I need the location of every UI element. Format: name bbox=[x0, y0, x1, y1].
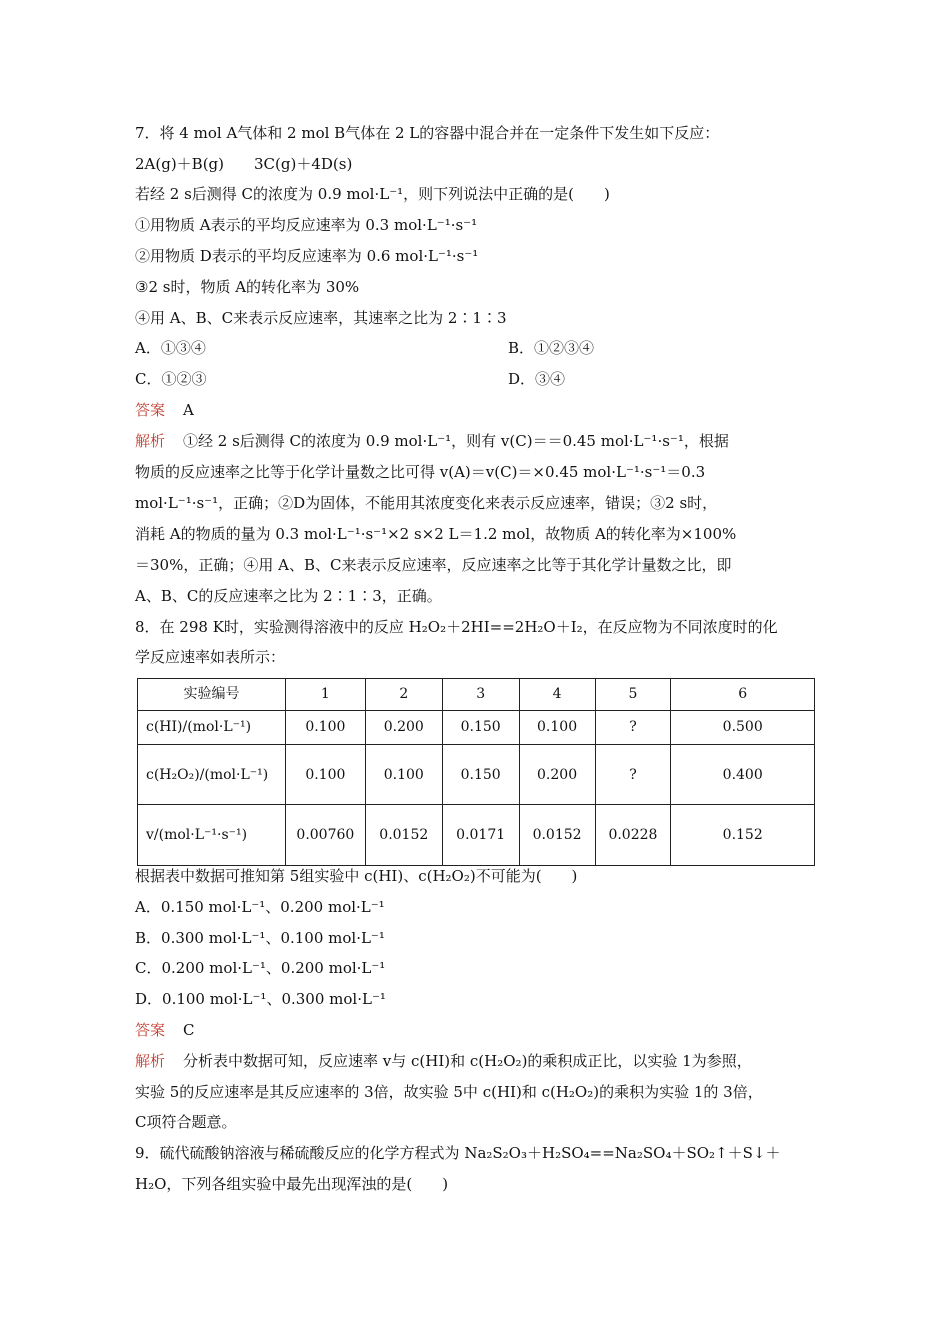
table-cell: 0.500 bbox=[671, 710, 815, 744]
q7-statement-3: ③2 s时，物质 A的转化率为 30% bbox=[135, 278, 360, 296]
q8-option-c: C．0.200 mol·L⁻¹、0.200 mol·L⁻¹ bbox=[135, 959, 386, 977]
analysis-tag: 解析 bbox=[135, 432, 166, 450]
q8-analysis-line-3: C项符合题意。 bbox=[135, 1113, 237, 1131]
q8-option-d: D．0.100 mol·L⁻¹、0.300 mol·L⁻¹ bbox=[135, 990, 386, 1008]
table-cell: 0.400 bbox=[671, 744, 815, 805]
q7-analysis-line-1 bbox=[135, 431, 729, 451]
table-cell: 0.150 bbox=[442, 710, 519, 744]
q8-analysis-line-2: 实验 5的反应速率是其反应速率的 3倍，故实验 5中 c(HI)和 c(H₂O₂)的乘积为实验 1的 3倍， bbox=[135, 1083, 763, 1101]
q8-option-a: A．0.150 mol·L⁻¹、0.200 mol·L⁻¹ bbox=[135, 898, 385, 916]
q7-statement-1: ①用物质 A表示的平均反应速率为 0.3 mol·L⁻¹·s⁻¹ bbox=[135, 216, 478, 234]
q7-equation: 2A(g)＋B(g) 3C(g)＋4D(s) bbox=[135, 155, 353, 173]
row-label-c-hi: c(HI)/(mol·L⁻¹) bbox=[138, 710, 286, 744]
q7-condition: 若经 2 s后测得 C的浓度为 0.9 mol·L⁻¹，则下列说法中正确的是( ) bbox=[135, 185, 610, 203]
q7-analysis-line-5: ＝30%，正确；④用 A、B、C来表示反应速率，反应速率之比等于其化学计量数之比，即 bbox=[135, 556, 732, 574]
table-row bbox=[138, 805, 815, 866]
q8-analysis-text-1: 分析表中数据可知，反应速率 v与 c(HI)和 c(H₂O₂)的乘积成正比，以实验 1为参照， bbox=[183, 1052, 752, 1070]
q8-answer-line bbox=[135, 1020, 195, 1040]
q7-analysis-line-2: 物质的反应速率之比等于化学计量数之比可得 v(A)＝v(C)＝×0.45 mol·L⁻¹·s⁻¹＝0.3 bbox=[135, 463, 706, 481]
table-cell: 0.0152 bbox=[519, 805, 595, 866]
row-label-c-h2o2: c(H₂O₂)/(mol·L⁻¹) bbox=[138, 744, 286, 805]
q8-question: 根据表中数据可推知第 5组实验中 c(HI)、c(H₂O₂)不可能为( ) bbox=[135, 867, 578, 885]
table-cell: 0.200 bbox=[519, 744, 595, 805]
q7-analysis-line-4: 消耗 A的物质的量为 0.3 mol·L⁻¹·s⁻¹×2 s×2 L＝1.2 mol，故物质 A的转化率为×100% bbox=[135, 525, 737, 543]
table-cell: 0.152 bbox=[671, 805, 815, 866]
table-cell: 0.200 bbox=[365, 710, 442, 744]
q8-stem-line-1: 8．在 298 K时，实验测得溶液中的反应 H₂O₂＋2HI==2H₂O＋I₂，在反应物为不同浓度时的化 bbox=[135, 618, 778, 636]
table-row bbox=[138, 710, 815, 744]
table-cell: 0.150 bbox=[442, 744, 519, 805]
table-header-cell: 3 bbox=[442, 679, 519, 711]
q7-analysis-line-3: mol·L⁻¹·s⁻¹，正确；②D为固体，不能用其浓度变化来表示反应速率，错误；③2 s时， bbox=[135, 494, 718, 512]
table-cell: 0.0171 bbox=[442, 805, 519, 866]
table-cell: 0.0228 bbox=[595, 805, 671, 866]
table-header-cell: 1 bbox=[285, 679, 365, 711]
table-cell: 0.0152 bbox=[365, 805, 442, 866]
table-cell: 0.100 bbox=[519, 710, 595, 744]
rate-data-table bbox=[137, 678, 815, 866]
table-header-cell: 6 bbox=[671, 679, 815, 711]
answer-tag: 答案 bbox=[135, 1021, 166, 1039]
table-row bbox=[138, 744, 815, 805]
q7-stem: 7．将 4 mol A气体和 2 mol B气体在 2 L的容器中混合并在一定条件下发生如下反应： bbox=[135, 124, 720, 142]
table-cell: ? bbox=[595, 744, 671, 805]
answer-tag: 答案 bbox=[135, 401, 166, 419]
table-cell: 0.100 bbox=[285, 744, 365, 805]
table-cell: 0.100 bbox=[365, 744, 442, 805]
q7-analysis-line-6: A、B、C的反应速率之比为 2∶1∶3，正确。 bbox=[135, 587, 442, 605]
q7-answer-line bbox=[135, 400, 194, 420]
table-header-cell: 4 bbox=[519, 679, 595, 711]
q7-statement-2: ②用物质 D表示的平均反应速率为 0.6 mol·L⁻¹·s⁻¹ bbox=[135, 247, 479, 265]
table-cell: 0.00760 bbox=[285, 805, 365, 866]
q7-statement-4: ④用 A、B、C来表示反应速率，其速率之比为 2∶1∶3 bbox=[135, 309, 507, 327]
q7-option-b: B．①②③④ bbox=[508, 339, 595, 357]
table-cell: ? bbox=[595, 710, 671, 744]
q7-answer: A bbox=[183, 401, 194, 419]
table-header-cell: 5 bbox=[595, 679, 671, 711]
q9-stem-line-2: H₂O，下列各组实验中最先出现浑浊的是( ) bbox=[135, 1175, 449, 1193]
table-header-cell: 2 bbox=[365, 679, 442, 711]
q8-stem-line-2: 学反应速率如表所示： bbox=[135, 648, 286, 666]
table-header-cell: 实验编号 bbox=[138, 679, 286, 711]
q8-answer: C bbox=[183, 1021, 195, 1039]
q8-analysis-line-1 bbox=[135, 1051, 752, 1071]
q7-option-d: D．③④ bbox=[508, 370, 566, 388]
q8-option-b: B．0.300 mol·L⁻¹、0.100 mol·L⁻¹ bbox=[135, 929, 385, 947]
q7-option-c: C．①②③ bbox=[135, 370, 207, 388]
table-header-row bbox=[138, 679, 815, 711]
q9-stem-line-1: 9．硫代硫酸钠溶液与稀硫酸反应的化学方程式为 Na₂S₂O₃＋H₂SO₄==Na₂SO₄＋SO₂↑＋S↓＋ bbox=[135, 1144, 781, 1162]
q7-analysis-text-1: ①经 2 s后测得 C的浓度为 0.9 mol·L⁻¹，则有 v(C)＝＝0.45 mol·L⁻¹·s⁻¹，根据 bbox=[183, 432, 729, 450]
analysis-tag: 解析 bbox=[135, 1052, 166, 1070]
table-cell: 0.100 bbox=[285, 710, 365, 744]
row-label-rate: v/(mol·L⁻¹·s⁻¹) bbox=[138, 805, 286, 866]
q7-option-a: A．①③④ bbox=[135, 339, 206, 357]
